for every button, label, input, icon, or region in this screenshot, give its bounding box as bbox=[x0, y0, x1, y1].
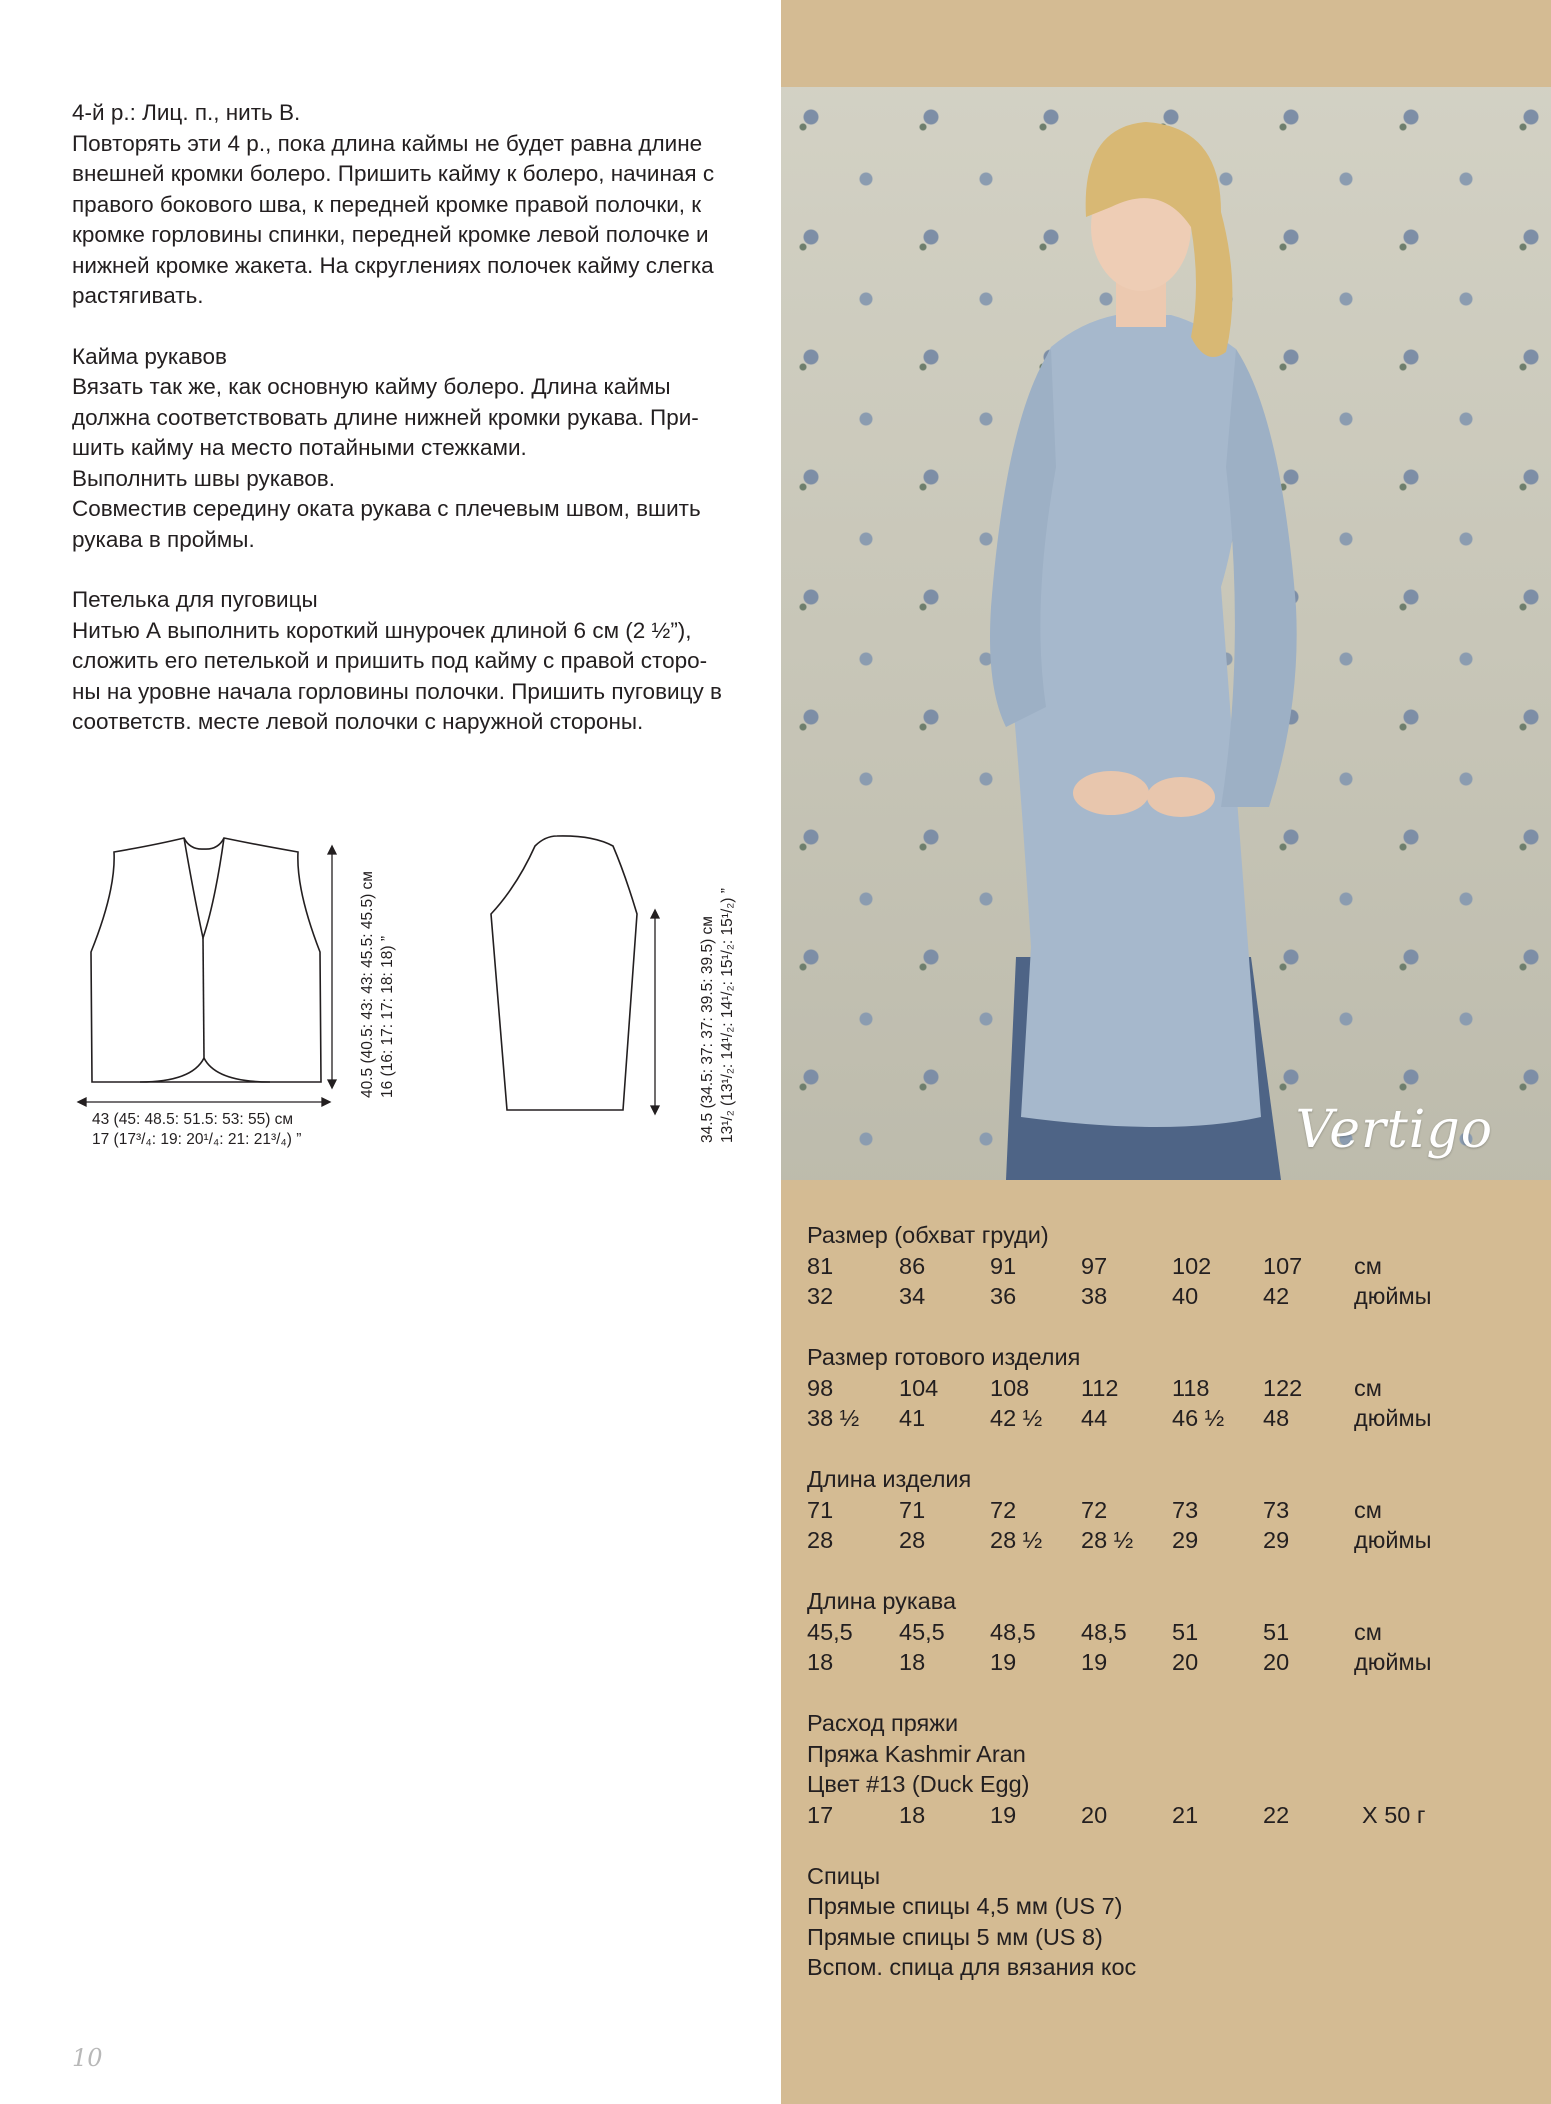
length-section bbox=[807, 1464, 1527, 1556]
arrow-up-icon bbox=[651, 910, 659, 918]
text-line: рукава в проймы. bbox=[72, 526, 255, 552]
hem-curve-left bbox=[140, 1058, 204, 1082]
text-line: правого бокового шва, к передней кромке правой полочки, к bbox=[72, 191, 702, 217]
value-cell: 29 bbox=[1263, 1527, 1290, 1553]
arrow-up-icon bbox=[328, 846, 336, 854]
value-cell: 91 bbox=[990, 1252, 1017, 1279]
hem-curve-right bbox=[204, 1058, 270, 1082]
value-cell: 51 bbox=[1172, 1618, 1199, 1645]
text-line: ны на уровне начала горловины полочки. Пришить пуговицу в bbox=[72, 678, 722, 704]
sleeve-length-in: 13¹/₂ (13¹/₂: 14¹/₂: 14¹/₂: 15¹/₂: 15¹/₂) ” bbox=[719, 888, 736, 1143]
text-line: шить кайму на место потайными стежками. bbox=[72, 435, 527, 460]
text-line: Повторять эти 4 р., пока длина каймы не будет равна длине bbox=[72, 130, 703, 156]
text-line: Вязать так же, как основную кайму болеро. Длина каймы bbox=[72, 374, 671, 399]
value-cell: 44 bbox=[1081, 1405, 1108, 1431]
needle-item: Прямые спицы 4,5 мм (US 7) bbox=[807, 1893, 1123, 1919]
text-line: соответств. месте левой полочки с наружной стороны. bbox=[72, 709, 644, 734]
model-photo bbox=[781, 87, 1551, 1180]
value-cell: 107 bbox=[1263, 1252, 1303, 1279]
size-section bbox=[807, 1220, 1527, 1312]
value-cell: 73 bbox=[1263, 1496, 1290, 1523]
value-cell: 86 bbox=[899, 1252, 926, 1279]
value-cell: 19 bbox=[990, 1649, 1017, 1675]
sleeve-shape bbox=[1221, 349, 1297, 807]
arrow-right-icon bbox=[322, 1098, 330, 1106]
section-heading: Кайма рукавов bbox=[72, 343, 227, 369]
value-cell: 42 ½ bbox=[990, 1405, 1043, 1431]
instructions-paragraph-3 bbox=[72, 585, 772, 738]
value-cell: 19 bbox=[990, 1801, 1017, 1828]
sleeve-row-cm bbox=[807, 1617, 1527, 1648]
text-line: Выполнить швы рукавов. bbox=[72, 465, 335, 491]
unit-cell: см bbox=[1354, 1618, 1382, 1645]
hand-shape bbox=[1073, 771, 1149, 815]
value-cell: 28 ½ bbox=[990, 1527, 1043, 1553]
value-cell: 17 bbox=[807, 1801, 834, 1828]
size-title: Размер (обхват груди) bbox=[807, 1222, 1049, 1248]
text-line: Нитью А выполнить короткий шнурочек длиной 6 см (2 ½”), bbox=[72, 617, 692, 643]
unit-cell: X 50 г bbox=[1362, 1801, 1426, 1828]
value-cell: 21 bbox=[1172, 1801, 1199, 1828]
value-cell: 46 ½ bbox=[1172, 1405, 1225, 1431]
sleeve-length-title: Длина рукава bbox=[807, 1588, 957, 1614]
value-cell: 20 bbox=[1081, 1801, 1108, 1828]
value-cell: 45,5 bbox=[807, 1618, 853, 1645]
arrow-left-icon bbox=[78, 1098, 86, 1106]
value-cell: 81 bbox=[807, 1252, 834, 1279]
text-line: сложить его петелькой и пришить под кайму с правой сторо- bbox=[72, 648, 708, 673]
section-heading: Петелька для пуговицы bbox=[72, 587, 318, 612]
sleeve-length-section bbox=[807, 1586, 1527, 1678]
value-cell: 71 bbox=[807, 1496, 834, 1523]
finished-row-in bbox=[807, 1403, 1527, 1434]
yarn-title: Расход пряжи bbox=[807, 1710, 959, 1736]
value-cell: 20 bbox=[1263, 1649, 1290, 1675]
value-cell: 38 ½ bbox=[807, 1405, 860, 1431]
value-cell: 18 bbox=[899, 1649, 926, 1675]
value-cell: 29 bbox=[1172, 1527, 1199, 1553]
unit-cell: дюймы bbox=[1354, 1283, 1432, 1309]
text-line: кромке горловины спинки, передней кромке левой полочке и bbox=[72, 222, 709, 247]
needles-section bbox=[807, 1861, 1527, 1983]
unit-cell: дюймы bbox=[1354, 1405, 1432, 1431]
value-cell: 28 bbox=[807, 1527, 834, 1553]
value-cell: 71 bbox=[899, 1496, 926, 1523]
value-cell: 45,5 bbox=[899, 1618, 945, 1645]
value-cell: 118 bbox=[1172, 1374, 1210, 1401]
value-cell: 48,5 bbox=[1081, 1618, 1127, 1645]
value-cell: 18 bbox=[807, 1649, 834, 1675]
value-cell: 48,5 bbox=[990, 1618, 1036, 1645]
unit-cell: см bbox=[1354, 1374, 1382, 1401]
needle-item: Вспом. спица для вязания кос bbox=[807, 1954, 1137, 1980]
length-row-in bbox=[807, 1525, 1527, 1556]
body-outline bbox=[91, 838, 321, 1082]
needle-item: Прямые спицы 5 мм (US 8) bbox=[807, 1923, 1103, 1950]
needles-title: Спицы bbox=[807, 1862, 881, 1889]
length-row-cm bbox=[807, 1495, 1527, 1526]
value-cell: 34 bbox=[899, 1283, 926, 1309]
text-line: нижней кромке жакета. На скруглениях полочек кайму слегка bbox=[72, 252, 714, 278]
value-cell: 32 bbox=[807, 1283, 834, 1309]
finished-row-cm bbox=[807, 1373, 1527, 1404]
neckline-curve bbox=[184, 838, 224, 938]
value-cell: 38 bbox=[1081, 1283, 1108, 1309]
yarn-row bbox=[807, 1800, 1527, 1831]
value-cell: 41 bbox=[899, 1405, 926, 1431]
brand-name: Vertigo bbox=[1295, 1100, 1493, 1160]
body-width-cm: 43 (45: 48.5: 51.5: 53: 55) см bbox=[92, 1111, 294, 1128]
arrow-down-icon bbox=[328, 1080, 336, 1088]
value-cell: 19 bbox=[1081, 1649, 1108, 1675]
value-cell: 48 bbox=[1263, 1405, 1290, 1431]
value-cell: 112 bbox=[1081, 1374, 1119, 1401]
value-cell: 51 bbox=[1263, 1618, 1290, 1645]
value-cell: 28 bbox=[899, 1527, 926, 1553]
value-cell: 72 bbox=[1081, 1496, 1108, 1523]
sleeve-length-cm: 34.5 (34.5: 37: 37: 39.5: 39.5) см bbox=[699, 916, 716, 1143]
sleeve-row-in bbox=[807, 1647, 1527, 1678]
instructions-paragraph-2 bbox=[72, 342, 772, 556]
instructions-text bbox=[72, 98, 772, 768]
unit-cell: см bbox=[1354, 1496, 1382, 1523]
value-cell: 97 bbox=[1081, 1252, 1108, 1279]
value-cell: 40 bbox=[1172, 1283, 1199, 1309]
unit-cell: дюймы bbox=[1354, 1527, 1432, 1553]
value-cell: 28 ½ bbox=[1081, 1527, 1134, 1553]
yarn-section bbox=[807, 1708, 1527, 1830]
length-title: Длина изделия bbox=[807, 1466, 972, 1492]
front-edge-line bbox=[203, 938, 204, 1058]
size-row-cm bbox=[807, 1251, 1527, 1282]
text-line: растягивать. bbox=[72, 283, 204, 308]
value-cell: 18 bbox=[899, 1801, 926, 1828]
value-cell: 104 bbox=[899, 1374, 939, 1401]
text-line: должна соответствовать длине нижней кромки рукава. При- bbox=[72, 404, 699, 430]
unit-cell: см bbox=[1354, 1252, 1382, 1279]
finished-size-title: Размер готового изделия bbox=[807, 1344, 1081, 1370]
specifications bbox=[807, 1220, 1527, 2013]
yarn-name: Пряжа Kashmir Aran bbox=[807, 1740, 1026, 1767]
yarn-color: Цвет #13 (Duck Egg) bbox=[807, 1771, 1030, 1797]
body-length-cm: 40.5 (40.5: 43: 43: 45.5: 45.5) см bbox=[359, 871, 376, 1098]
page-number: 10 bbox=[72, 2044, 103, 2072]
value-cell: 108 bbox=[990, 1374, 1030, 1401]
value-cell: 72 bbox=[990, 1496, 1017, 1523]
value-cell: 22 bbox=[1263, 1801, 1290, 1828]
finished-size-section bbox=[807, 1342, 1527, 1434]
hand-shape bbox=[1147, 777, 1215, 817]
body-width-in: 17 (17³/₄: 19: 20¹/₄: 21: 21³/₄) ” bbox=[92, 1131, 302, 1148]
sleeve-outline bbox=[491, 836, 637, 1110]
size-row-in bbox=[807, 1281, 1527, 1312]
text-line: 4-й р.: Лиц. п., нить B. bbox=[72, 100, 301, 125]
arrow-down-icon bbox=[651, 1106, 659, 1114]
body-length-in: 16 (16: 17: 17: 18: 18) ” bbox=[379, 936, 396, 1098]
unit-cell: дюймы bbox=[1354, 1649, 1432, 1675]
text-line: внешней кромки болеро. Пришить кайму к болеро, начиная с bbox=[72, 161, 715, 186]
text-line: Совместив середину оката рукава с плечевым швом, вшить bbox=[72, 496, 701, 521]
value-cell: 122 bbox=[1263, 1374, 1303, 1401]
value-cell: 98 bbox=[807, 1374, 834, 1401]
value-cell: 102 bbox=[1172, 1252, 1212, 1279]
value-cell: 73 bbox=[1172, 1496, 1199, 1523]
model-figure bbox=[781, 87, 1551, 1180]
value-cell: 42 bbox=[1263, 1283, 1290, 1309]
value-cell: 20 bbox=[1172, 1649, 1199, 1675]
value-cell: 36 bbox=[990, 1283, 1017, 1309]
instructions-paragraph-1 bbox=[72, 98, 772, 312]
